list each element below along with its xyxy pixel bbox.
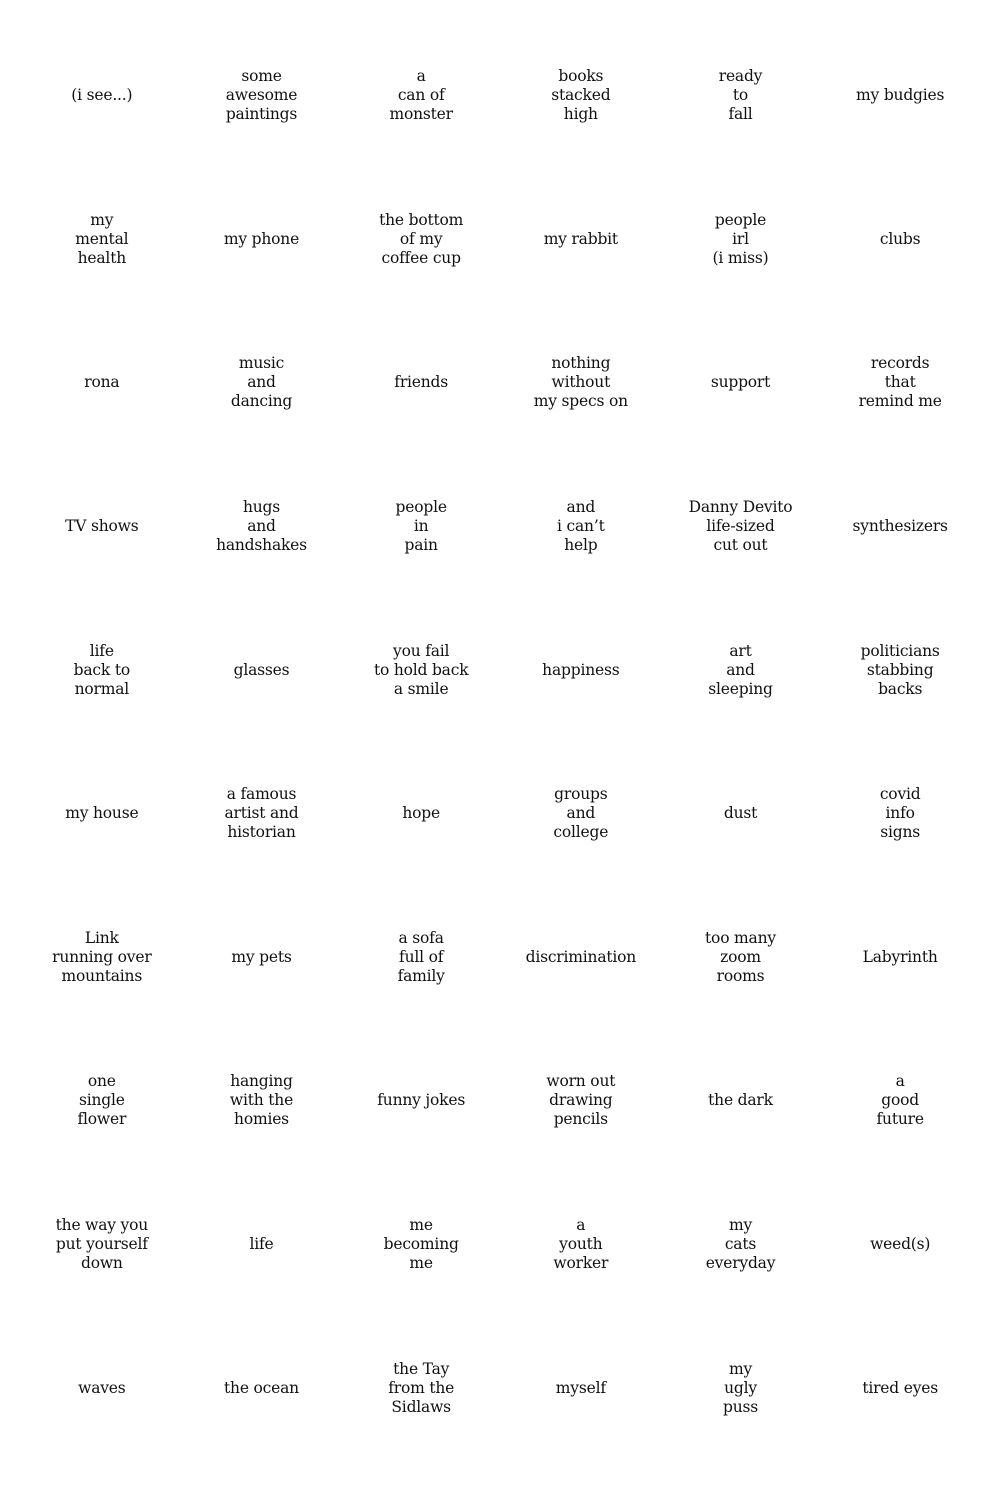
grid-cell [661, 311, 821, 455]
grid-cell [501, 886, 661, 1030]
phrase-text: my budgies [856, 86, 945, 105]
phrase-text: dust [723, 804, 758, 823]
grid-cell [22, 1029, 182, 1173]
grid-cell [820, 1173, 980, 1317]
phrase-text: hope [402, 804, 440, 823]
grid-cell [341, 311, 501, 455]
phrase-text: politicians stabbing backs [860, 641, 940, 698]
phrase-text: me becoming me [383, 1216, 459, 1273]
grid-cell [661, 1316, 821, 1460]
grid-cell [501, 24, 661, 168]
phrase-text: glasses [233, 660, 290, 679]
grid-cell [501, 1029, 661, 1173]
phrase-text: people irl (i miss) [712, 210, 769, 267]
phrase-text: my pets [231, 947, 292, 966]
phrase-text: my ugly puss [722, 1359, 758, 1416]
phrase-text: (i see...) [71, 86, 133, 105]
grid-cell [22, 455, 182, 599]
phrase-text: discrimination [525, 947, 637, 966]
phrase-text: the Tay from the Sidlaws [388, 1359, 455, 1416]
grid-cell [820, 1029, 980, 1173]
phrase-text: clubs [879, 229, 921, 248]
grid-cell [661, 886, 821, 1030]
grid-cell [820, 24, 980, 168]
grid-cell [22, 311, 182, 455]
phrase-text: synthesizers [852, 517, 948, 536]
grid-cell [341, 24, 501, 168]
grid-cell [661, 168, 821, 312]
phrase-text: groups and college [553, 785, 609, 842]
grid-cell [22, 742, 182, 886]
phrase-text: support [710, 373, 771, 392]
grid-cell [182, 598, 342, 742]
phrase-text: a good future [876, 1072, 924, 1129]
grid-cell [820, 455, 980, 599]
grid-cell [341, 598, 501, 742]
phrase-text: one single flower [77, 1072, 127, 1129]
grid-cell [661, 598, 821, 742]
phrase-text: hugs and handshakes [216, 498, 307, 555]
phrase-text: my rabbit [543, 229, 618, 248]
grid-cell [182, 886, 342, 1030]
grid-cell [182, 1316, 342, 1460]
grid-cell [341, 1316, 501, 1460]
phrase-text: music and dancing [230, 354, 293, 411]
phrase-text: nothing without my specs on [533, 354, 628, 411]
phrase-text: ready to fall [718, 67, 763, 124]
grid-cell [820, 1316, 980, 1460]
phrase-text: and i can’t help [557, 498, 605, 555]
grid-cell [661, 1173, 821, 1317]
phrase-text: myself [555, 1378, 606, 1397]
grid-cell [661, 742, 821, 886]
phrase-text: my mental health [75, 210, 129, 267]
phrase-text: the bottom of my coffee cup [379, 210, 464, 267]
grid-cell [22, 598, 182, 742]
phrase-grid [22, 24, 980, 1460]
phrase-text: life back to normal [73, 641, 130, 698]
phrase-text: art and sleeping [708, 641, 773, 698]
grid-cell [22, 168, 182, 312]
grid-cell [661, 1029, 821, 1173]
phrase-text: books stacked high [551, 67, 611, 124]
grid-cell [501, 455, 661, 599]
phrase-text: happiness [542, 660, 620, 679]
grid-cell [341, 1173, 501, 1317]
grid-cell [182, 311, 342, 455]
grid-cell [182, 455, 342, 599]
phrase-text: my phone [223, 229, 300, 248]
phrase-text: my cats everyday [705, 1216, 776, 1273]
phrase-text: a youth worker [553, 1216, 609, 1273]
grid-cell [341, 168, 501, 312]
phrase-text: funny jokes [377, 1091, 466, 1110]
phrase-text: records that remind me [858, 354, 942, 411]
grid-cell [501, 598, 661, 742]
grid-cell [182, 1029, 342, 1173]
grid-cell [501, 742, 661, 886]
grid-cell [501, 1316, 661, 1460]
phrase-text: my house [65, 804, 139, 823]
phrase-text: hanging with the homies [229, 1072, 294, 1129]
grid-cell [22, 1316, 182, 1460]
phrase-text: the ocean [224, 1378, 299, 1397]
grid-cell [182, 24, 342, 168]
grid-cell [820, 886, 980, 1030]
phrase-text: you fail to hold back a smile [373, 641, 469, 698]
grid-cell [661, 455, 821, 599]
phrase-text: people in pain [395, 498, 447, 555]
phrase-text: the way you put yourself down [55, 1216, 149, 1273]
grid-cell [820, 311, 980, 455]
phrase-text: rona [84, 373, 120, 392]
grid-cell [661, 24, 821, 168]
phrase-text: the dark [708, 1091, 773, 1110]
phrase-text: a can of monster [389, 67, 453, 124]
grid-cell [501, 1173, 661, 1317]
grid-cell [182, 168, 342, 312]
phrase-text: waves [78, 1378, 126, 1397]
grid-cell [501, 311, 661, 455]
grid-cell [22, 24, 182, 168]
phrase-text: a sofa full of family [397, 928, 445, 985]
phrase-text: weed(s) [870, 1235, 931, 1254]
grid-cell [820, 742, 980, 886]
grid-cell [820, 598, 980, 742]
grid-cell [501, 168, 661, 312]
grid-cell [22, 1173, 182, 1317]
phrase-text: tired eyes [862, 1378, 938, 1397]
phrase-text: Labyrinth [862, 947, 938, 966]
grid-cell [820, 168, 980, 312]
phrase-text: TV shows [65, 517, 139, 536]
phrase-text: worn out drawing pencils [546, 1072, 616, 1129]
phrase-text: covid info signs [879, 785, 921, 842]
phrase-text: Danny Devito life-sized cut out [688, 498, 793, 555]
phrase-text: friends [394, 373, 449, 392]
phrase-text: too many zoom rooms [705, 928, 776, 985]
grid-cell [341, 1029, 501, 1173]
grid-cell [182, 1173, 342, 1317]
grid-cell [22, 886, 182, 1030]
phrase-text: some awesome paintings [225, 67, 298, 124]
grid-cell [341, 742, 501, 886]
grid-cell [341, 886, 501, 1030]
phrase-text: a famous artist and historian [224, 785, 299, 842]
grid-cell [341, 455, 501, 599]
phrase-text: Link running over mountains [52, 928, 152, 985]
grid-cell [182, 742, 342, 886]
phrase-text: life [249, 1235, 274, 1254]
